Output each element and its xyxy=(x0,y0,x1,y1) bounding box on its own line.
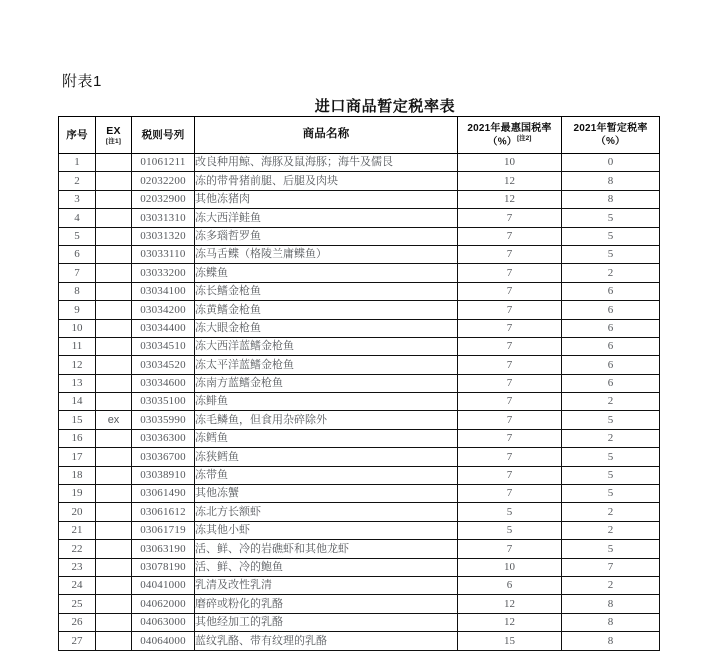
table-row xyxy=(59,576,660,594)
cell-sequence: 22 xyxy=(59,540,96,558)
cell-tariff-code: 03031320 xyxy=(132,227,195,245)
cell-commodity-name: 其他冻蟹 xyxy=(195,485,458,503)
cell-commodity-name: 蓝纹乳酪、带有纹理的乳酪 xyxy=(195,632,458,650)
column-header-tariff-code: 税则号列 xyxy=(132,117,195,154)
cell-sequence: 12 xyxy=(59,356,96,374)
cell-sequence: 26 xyxy=(59,613,96,631)
cell-commodity-name: 冻北方长额虾 xyxy=(195,503,458,521)
cell-commodity-name: 冻南方蓝鳍金枪鱼 xyxy=(195,374,458,392)
header-row xyxy=(59,117,660,154)
table-row xyxy=(59,466,660,484)
page-title: 进口商品暂定税率表 xyxy=(314,98,456,115)
table-row xyxy=(59,558,660,576)
mfn-rate-note: [注2] xyxy=(517,134,532,142)
cell-tariff-code: 03033200 xyxy=(132,264,195,282)
cell-mfn-rate: 7 xyxy=(458,301,562,319)
cell-tariff-code: 01061211 xyxy=(132,154,195,172)
table-row xyxy=(59,190,660,208)
cell-ex-flag xyxy=(96,282,132,300)
cell-sequence: 27 xyxy=(59,632,96,650)
cell-sequence: 20 xyxy=(59,503,96,521)
cell-sequence: 6 xyxy=(59,245,96,263)
cell-provisional-rate: 8 xyxy=(562,190,660,208)
table-row xyxy=(59,154,660,172)
table-row xyxy=(59,393,660,411)
cell-provisional-rate: 5 xyxy=(562,540,660,558)
cell-mfn-rate: 7 xyxy=(458,245,562,263)
cell-mfn-rate: 5 xyxy=(458,503,562,521)
cell-tariff-code: 03038910 xyxy=(132,466,195,484)
cell-tariff-code: 03035990 xyxy=(132,411,195,429)
cell-tariff-code: 04064000 xyxy=(132,632,195,650)
table-body xyxy=(59,154,660,651)
cell-mfn-rate: 7 xyxy=(458,411,562,429)
cell-commodity-name: 冻其他小虾 xyxy=(195,521,458,539)
cell-ex-flag xyxy=(96,558,132,576)
cell-mfn-rate: 6 xyxy=(458,576,562,594)
cell-ex-flag xyxy=(96,301,132,319)
cell-ex-flag xyxy=(96,632,132,650)
table-row xyxy=(59,374,660,392)
cell-ex-flag xyxy=(96,485,132,503)
table-row xyxy=(59,319,660,337)
cell-commodity-name: 冻大眼金枪鱼 xyxy=(195,319,458,337)
cell-commodity-name: 冻鳕鱼 xyxy=(195,429,458,447)
cell-mfn-rate: 7 xyxy=(458,209,562,227)
cell-tariff-code: 03061719 xyxy=(132,521,195,539)
cell-ex-flag xyxy=(96,576,132,594)
cell-tariff-code: 03031310 xyxy=(132,209,195,227)
cell-provisional-rate: 6 xyxy=(562,319,660,337)
table-row xyxy=(59,429,660,447)
cell-mfn-rate: 7 xyxy=(458,448,562,466)
cell-ex-flag xyxy=(96,264,132,282)
cell-mfn-rate: 12 xyxy=(458,613,562,631)
cell-commodity-name: 冻大西洋鲑鱼 xyxy=(195,209,458,227)
cell-tariff-code: 03035100 xyxy=(132,393,195,411)
table-row xyxy=(59,245,660,263)
cell-provisional-rate: 2 xyxy=(562,393,660,411)
cell-mfn-rate: 7 xyxy=(458,466,562,484)
cell-sequence: 15 xyxy=(59,411,96,429)
cell-ex-flag xyxy=(96,319,132,337)
cell-tariff-code: 04041000 xyxy=(132,576,195,594)
cell-sequence: 13 xyxy=(59,374,96,392)
table-row xyxy=(59,521,660,539)
cell-provisional-rate: 5 xyxy=(562,448,660,466)
cell-mfn-rate: 7 xyxy=(458,282,562,300)
cell-mfn-rate: 10 xyxy=(458,558,562,576)
cell-tariff-code: 03034400 xyxy=(132,319,195,337)
table-row xyxy=(59,301,660,319)
cell-ex-flag xyxy=(96,356,132,374)
table-row xyxy=(59,356,660,374)
table-row xyxy=(59,337,660,355)
cell-commodity-name: 其他冻猪肉 xyxy=(195,190,458,208)
cell-provisional-rate: 8 xyxy=(562,172,660,190)
cell-commodity-name: 冻黄鳍金枪鱼 xyxy=(195,301,458,319)
cell-sequence: 25 xyxy=(59,595,96,613)
cell-provisional-rate: 7 xyxy=(562,558,660,576)
cell-mfn-rate: 7 xyxy=(458,337,562,355)
table-row xyxy=(59,282,660,300)
cell-commodity-name: 冻多瑙哲罗鱼 xyxy=(195,227,458,245)
cell-ex-flag xyxy=(96,154,132,172)
cell-mfn-rate: 12 xyxy=(458,172,562,190)
cell-commodity-name: 冻带鱼 xyxy=(195,466,458,484)
cell-sequence: 18 xyxy=(59,466,96,484)
cell-commodity-name: 冻鲽鱼 xyxy=(195,264,458,282)
provisional-rate-line1: 2021年暂定税率 xyxy=(573,123,648,134)
cell-ex-flag xyxy=(96,393,132,411)
cell-tariff-code: 03033110 xyxy=(132,245,195,263)
cell-provisional-rate: 8 xyxy=(562,613,660,631)
cell-ex-flag xyxy=(96,466,132,484)
column-header-commodity-name: 商品名称 xyxy=(195,117,458,154)
cell-sequence: 17 xyxy=(59,448,96,466)
cell-tariff-code: 03034510 xyxy=(132,337,195,355)
cell-sequence: 5 xyxy=(59,227,96,245)
cell-commodity-name: 冻的带骨猪前腿、后腿及肉块 xyxy=(195,172,458,190)
table-row xyxy=(59,595,660,613)
table-row xyxy=(59,227,660,245)
cell-commodity-name: 活、鲜、冷的岩礁虾和其他龙虾 xyxy=(195,540,458,558)
cell-provisional-rate: 2 xyxy=(562,503,660,521)
cell-commodity-name: 活、鲜、冷的鲍鱼 xyxy=(195,558,458,576)
cell-mfn-rate: 7 xyxy=(458,429,562,447)
cell-sequence: 11 xyxy=(59,337,96,355)
cell-ex-flag xyxy=(96,448,132,466)
cell-tariff-code: 04062000 xyxy=(132,595,195,613)
cell-ex-flag xyxy=(96,337,132,355)
cell-tariff-code: 03036700 xyxy=(132,448,195,466)
cell-sequence: 16 xyxy=(59,429,96,447)
cell-ex-flag xyxy=(96,245,132,263)
table-row xyxy=(59,172,660,190)
cell-mfn-rate: 7 xyxy=(458,319,562,337)
table-row xyxy=(59,540,660,558)
table-row xyxy=(59,632,660,650)
cell-sequence: 4 xyxy=(59,209,96,227)
cell-provisional-rate: 6 xyxy=(562,337,660,355)
cell-provisional-rate: 5 xyxy=(562,466,660,484)
cell-sequence: 7 xyxy=(59,264,96,282)
cell-sequence: 19 xyxy=(59,485,96,503)
cell-tariff-code: 03078190 xyxy=(132,558,195,576)
cell-tariff-code: 04063000 xyxy=(132,613,195,631)
cell-mfn-rate: 7 xyxy=(458,264,562,282)
cell-mfn-rate: 7 xyxy=(458,374,562,392)
cell-provisional-rate: 5 xyxy=(562,209,660,227)
cell-sequence: 2 xyxy=(59,172,96,190)
cell-mfn-rate: 5 xyxy=(458,521,562,539)
column-header-ex xyxy=(96,117,132,154)
cell-ex-flag xyxy=(96,503,132,521)
cell-ex-flag xyxy=(96,374,132,392)
cell-commodity-name: 冻鲱鱼 xyxy=(195,393,458,411)
cell-mfn-rate: 7 xyxy=(458,393,562,411)
cell-ex-flag xyxy=(96,190,132,208)
cell-provisional-rate: 2 xyxy=(562,429,660,447)
column-header-sequence: 序号 xyxy=(59,117,96,154)
cell-tariff-code: 03063190 xyxy=(132,540,195,558)
tariff-table xyxy=(58,116,660,651)
column-header-ex-note: [注1] xyxy=(105,137,122,145)
cell-sequence: 3 xyxy=(59,190,96,208)
cell-ex-flag xyxy=(96,521,132,539)
cell-provisional-rate: 5 xyxy=(562,227,660,245)
cell-provisional-rate: 6 xyxy=(562,374,660,392)
cell-tariff-code: 02032200 xyxy=(132,172,195,190)
attachment-label: 附表1 xyxy=(62,73,102,90)
cell-tariff-code: 02032900 xyxy=(132,190,195,208)
cell-sequence: 14 xyxy=(59,393,96,411)
cell-tariff-code: 03034200 xyxy=(132,301,195,319)
mfn-rate-line2: （%） xyxy=(487,136,518,148)
cell-provisional-rate: 5 xyxy=(562,245,660,263)
cell-provisional-rate: 8 xyxy=(562,632,660,650)
cell-ex-flag xyxy=(96,209,132,227)
column-header-mfn-rate xyxy=(458,117,562,154)
cell-mfn-rate: 10 xyxy=(458,154,562,172)
cell-tariff-code: 03034520 xyxy=(132,356,195,374)
cell-ex-flag xyxy=(96,540,132,558)
cell-ex-flag xyxy=(96,595,132,613)
cell-sequence: 8 xyxy=(59,282,96,300)
table-row xyxy=(59,411,660,429)
cell-commodity-name: 乳清及改性乳清 xyxy=(195,576,458,594)
cell-sequence: 1 xyxy=(59,154,96,172)
cell-ex-flag xyxy=(96,429,132,447)
cell-provisional-rate: 2 xyxy=(562,576,660,594)
cell-provisional-rate: 6 xyxy=(562,356,660,374)
table-row xyxy=(59,448,660,466)
cell-provisional-rate: 2 xyxy=(562,264,660,282)
cell-tariff-code: 03034600 xyxy=(132,374,195,392)
cell-ex-flag: ex xyxy=(96,411,132,429)
cell-sequence: 21 xyxy=(59,521,96,539)
cell-tariff-code: 03034100 xyxy=(132,282,195,300)
cell-provisional-rate: 5 xyxy=(562,411,660,429)
cell-mfn-rate: 7 xyxy=(458,485,562,503)
table-row xyxy=(59,264,660,282)
cell-sequence: 9 xyxy=(59,301,96,319)
column-header-provisional-rate xyxy=(562,117,660,154)
cell-tariff-code: 03036300 xyxy=(132,429,195,447)
cell-commodity-name: 改良种用鲸、海豚及鼠海豚；海牛及儒艮 xyxy=(195,154,458,172)
cell-provisional-rate: 0 xyxy=(562,154,660,172)
cell-provisional-rate: 2 xyxy=(562,521,660,539)
mfn-rate-line1: 2021年最惠国税率 xyxy=(467,122,552,134)
cell-tariff-code: 03061490 xyxy=(132,485,195,503)
cell-ex-flag xyxy=(96,613,132,631)
cell-ex-flag xyxy=(96,172,132,190)
cell-commodity-name: 其他经加工的乳酪 xyxy=(195,613,458,631)
column-header-ex-text: EX xyxy=(106,124,121,137)
cell-commodity-name: 冻狭鳕鱼 xyxy=(195,448,458,466)
cell-provisional-rate: 6 xyxy=(562,301,660,319)
cell-commodity-name: 冻长鳍金枪鱼 xyxy=(195,282,458,300)
cell-mfn-rate: 7 xyxy=(458,540,562,558)
cell-mfn-rate: 12 xyxy=(458,595,562,613)
tariff-table-container xyxy=(58,116,660,651)
cell-commodity-name: 冻毛鳞鱼，但食用杂碎除外 xyxy=(195,411,458,429)
cell-commodity-name: 磨碎或粉化的乳酪 xyxy=(195,595,458,613)
cell-mfn-rate: 12 xyxy=(458,190,562,208)
cell-commodity-name: 冻马舌鲽（格陵兰庸鲽鱼） xyxy=(195,245,458,263)
cell-tariff-code: 03061612 xyxy=(132,503,195,521)
table-row xyxy=(59,485,660,503)
cell-commodity-name: 冻大西洋蓝鳍金枪鱼 xyxy=(195,337,458,355)
cell-provisional-rate: 6 xyxy=(562,282,660,300)
cell-provisional-rate: 5 xyxy=(562,485,660,503)
table-row xyxy=(59,209,660,227)
table-row xyxy=(59,613,660,631)
cell-sequence: 10 xyxy=(59,319,96,337)
cell-mfn-rate: 7 xyxy=(458,356,562,374)
table-row xyxy=(59,503,660,521)
cell-provisional-rate: 8 xyxy=(562,595,660,613)
cell-mfn-rate: 7 xyxy=(458,227,562,245)
provisional-rate-line2: （%） xyxy=(595,136,626,147)
cell-sequence: 23 xyxy=(59,558,96,576)
cell-commodity-name: 冻太平洋蓝鳍金枪鱼 xyxy=(195,356,458,374)
cell-sequence: 24 xyxy=(59,576,96,594)
cell-mfn-rate: 15 xyxy=(458,632,562,650)
cell-ex-flag xyxy=(96,227,132,245)
table-header xyxy=(59,117,660,154)
